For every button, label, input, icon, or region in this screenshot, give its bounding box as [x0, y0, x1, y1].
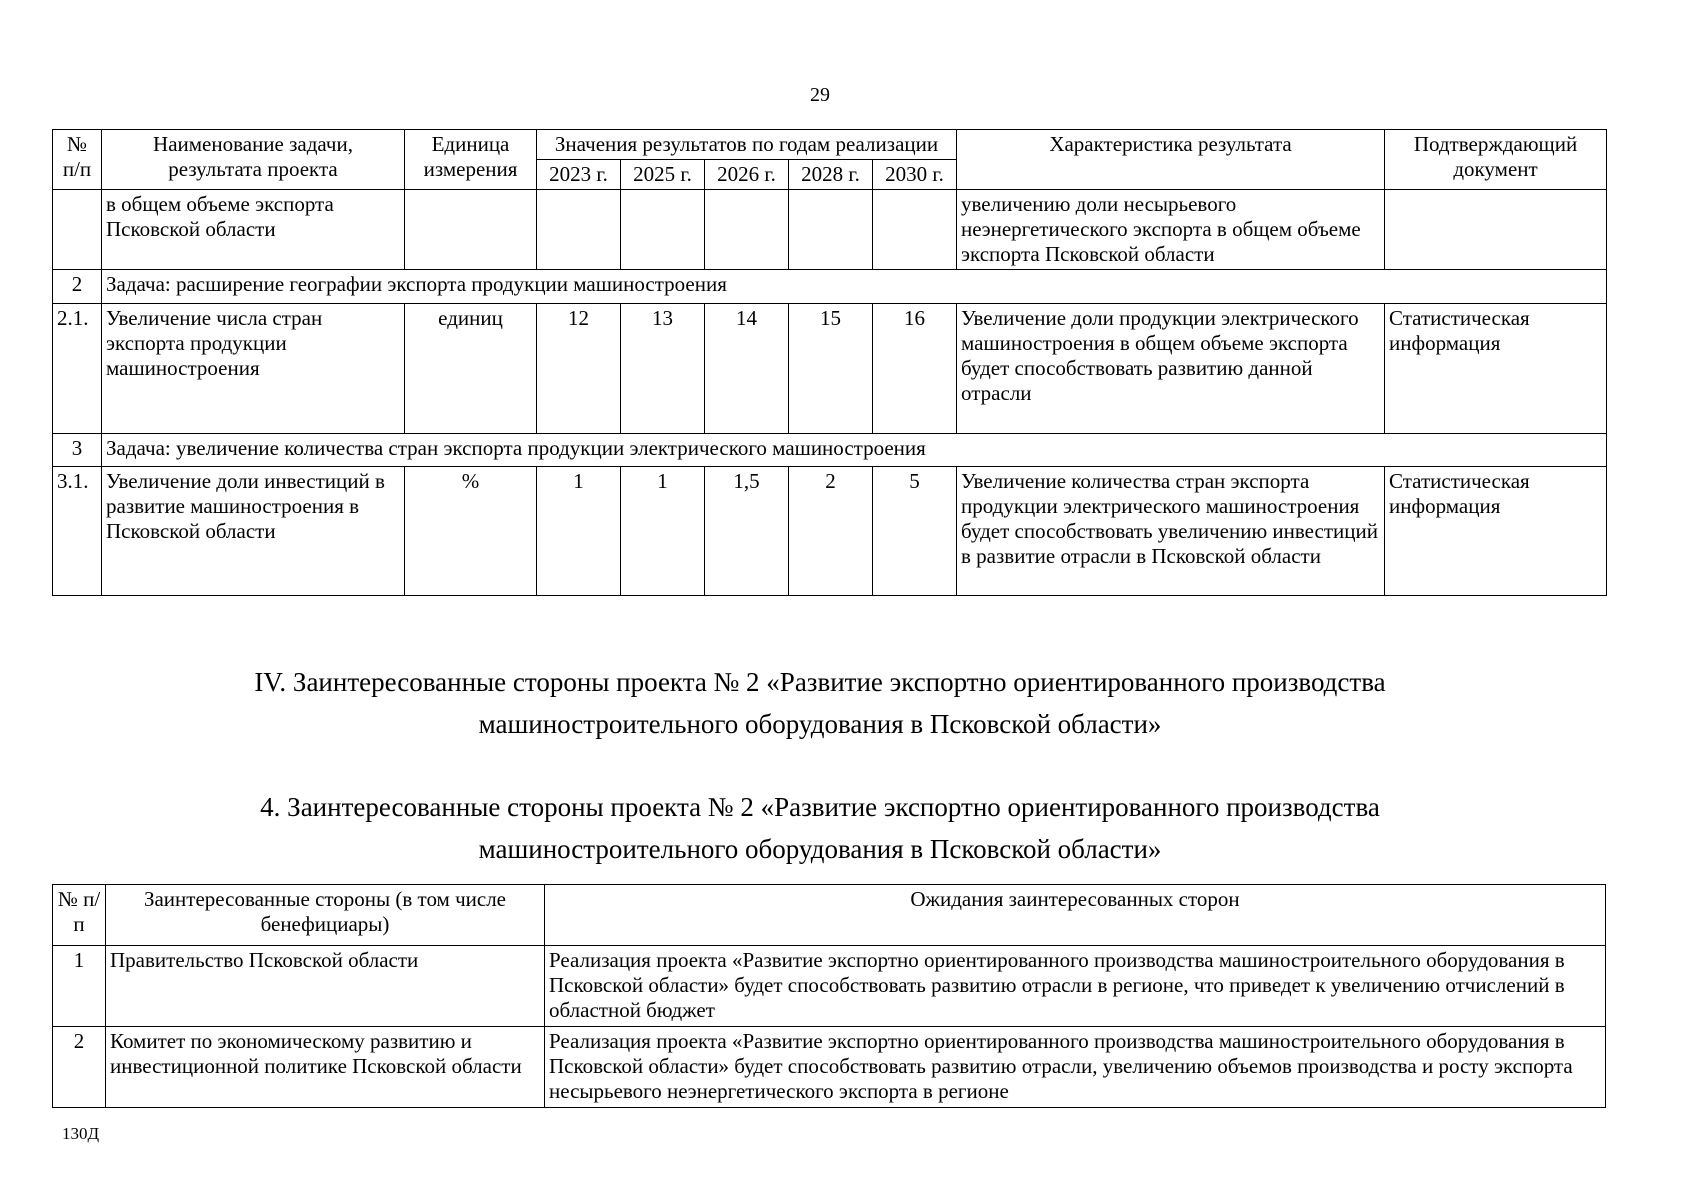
cell-document: Статистическая информация: [1385, 304, 1607, 434]
header-characteristic: Характеристика результата: [957, 130, 1385, 190]
cell-party: Правительство Псковской области: [106, 946, 545, 1027]
cell-value: 2: [789, 467, 873, 596]
cell-document: [1385, 190, 1607, 270]
heading-line: машиностроительного оборудования в Псковской области»: [478, 834, 1162, 864]
table-row: [53, 1027, 1606, 1108]
cell-unit: [405, 190, 537, 270]
task-num: 2: [53, 270, 102, 304]
cell-value: [705, 190, 789, 270]
cell-num: 2.1.: [53, 304, 102, 434]
task-num: 3: [53, 434, 102, 467]
cell-num: 3.1.: [53, 467, 102, 596]
cell-num: 2: [53, 1027, 106, 1108]
cell-num: 1: [53, 946, 106, 1027]
cell-num: [53, 190, 102, 270]
results-table: [52, 129, 1607, 596]
cell-value: 15: [789, 304, 873, 434]
cell-value: 1: [621, 467, 705, 596]
header-unit: Единица измерения: [405, 130, 537, 190]
heading-line: машиностроительного оборудования в Псковской области»: [478, 709, 1162, 739]
section-heading-4: [0, 786, 1640, 870]
task-text: Задача: расширение географии экспорта продукции машиностроения: [102, 270, 1607, 304]
heading-line: 4. Заинтересованные стороны проекта № 2 «Развитие экспортно ориентированного производства: [260, 792, 1380, 822]
page-number: 29: [810, 84, 830, 106]
cell-unit: единиц: [405, 304, 537, 434]
cell-value: [621, 190, 705, 270]
cell-value: 16: [873, 304, 957, 434]
table-row: [53, 946, 1606, 1027]
stakeholders-header-row: [53, 885, 1606, 946]
header-expectations: Ожидания заинтересованных сторон: [545, 885, 1606, 946]
task-row: [53, 434, 1607, 467]
cell-characteristic: Увеличение количества стран экспорта продукции электрического машиностроения будет способствовать увеличению инвестиций в развитие отрасли в Псковской области: [957, 467, 1385, 596]
cell-unit: %: [405, 467, 537, 596]
cell-name: Увеличение числа стран экспорта продукции машиностроения: [102, 304, 405, 434]
cell-party: Комитет по экономическому развитию и инвестиционной политике Псковской области: [106, 1027, 545, 1108]
cell-expectations: Реализация проекта «Развитие экспортно ориентированного производства машиностроительного оборудования в Псковской области» будет способствовать развитию отрасли в регионе, что приведет к увеличению отчислений в областной бюджет: [545, 946, 1606, 1027]
stakeholders-table: [52, 884, 1606, 1108]
cell-document: Статистическая информация: [1385, 467, 1607, 596]
table-row: [53, 467, 1607, 596]
header-document: Подтверждающий документ: [1385, 130, 1607, 190]
header-num: № п/п: [53, 885, 106, 946]
section-heading-iv: [0, 661, 1640, 745]
cell-value: 13: [621, 304, 705, 434]
task-row: [53, 270, 1607, 304]
header-values-group: Значения результатов по годам реализации: [537, 130, 957, 160]
results-header-row: [53, 130, 1607, 160]
cell-characteristic: Увеличение доли продукции электрического машиностроения в общем объеме экспорта будет способствовать развитию данной отрасли: [957, 304, 1385, 434]
cell-value: 12: [537, 304, 621, 434]
cell-expectations: Реализация проекта «Развитие экспортно ориентированного производства машиностроительного оборудования в Псковской области» будет способствовать развитию отрасли, увеличению объемов производства и росту экспорта несырьевого неэнергетического экспорта в регионе: [545, 1027, 1606, 1108]
header-num: № п/п: [53, 130, 102, 190]
table-row: [53, 190, 1607, 270]
cell-value: 14: [705, 304, 789, 434]
task-text: Задача: увеличение количества стран экспорта продукции электрического машиностроения: [102, 434, 1607, 467]
footer-code: 130Д: [62, 1124, 100, 1143]
header-year: 2028 г.: [789, 160, 873, 190]
cell-value: 5: [873, 467, 957, 596]
cell-value: 1: [537, 467, 621, 596]
cell-value: [537, 190, 621, 270]
cell-name: Увеличение доли инвестиций в развитие машиностроения в Псковской области: [102, 467, 405, 596]
cell-characteristic: увеличению доли несырьевого неэнергетического экспорта в общем объеме экспорта Псковской области: [957, 190, 1385, 270]
header-year: 2026 г.: [705, 160, 789, 190]
header-year: 2023 г.: [537, 160, 621, 190]
header-name: Наименование задачи, результата проекта: [102, 130, 405, 190]
header-year: 2030 г.: [873, 160, 957, 190]
header-party: Заинтересованные стороны (в том числе бенефициары): [106, 885, 545, 946]
cell-name: в общем объеме экспорта Псковской области: [102, 190, 405, 270]
heading-line: IV. Заинтересованные стороны проекта № 2 «Развитие экспортно ориентированного производства: [254, 667, 1386, 697]
table-row: [53, 304, 1607, 434]
cell-value: [789, 190, 873, 270]
cell-value: 1,5: [705, 467, 789, 596]
header-year: 2025 г.: [621, 160, 705, 190]
cell-value: [873, 190, 957, 270]
